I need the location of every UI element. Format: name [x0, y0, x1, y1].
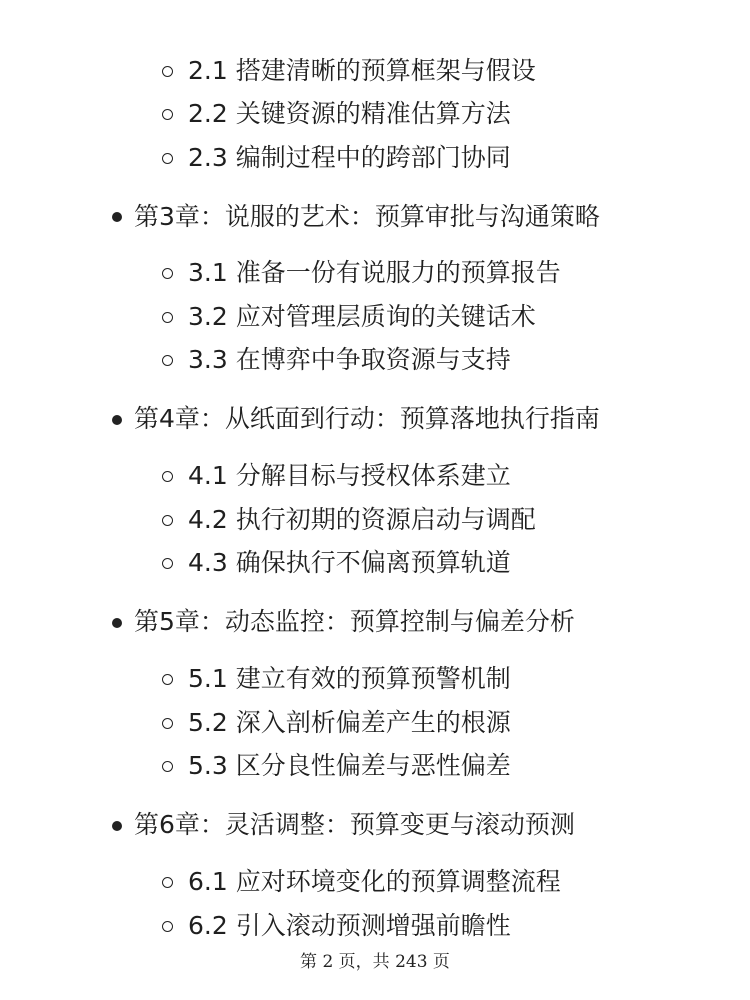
- toc-section-4-2: 4.2 执行初期的资源启动与调配: [188, 505, 536, 534]
- toc-section-2-3: 2.3 编制过程中的跨部门协同: [188, 143, 511, 172]
- hollow-bullet-icon: [162, 109, 173, 120]
- hollow-bullet-icon: [162, 268, 173, 279]
- page-number-footer: 第 2 页，共 243 页: [300, 952, 450, 972]
- filled-bullet-icon: [112, 415, 122, 425]
- filled-bullet-icon: [112, 618, 122, 628]
- hollow-bullet-icon: [162, 312, 173, 323]
- hollow-bullet-icon: [162, 877, 173, 888]
- hollow-bullet-icon: [162, 558, 173, 569]
- toc-section-3-1: 3.1 准备一份有说服力的预算报告: [188, 258, 561, 287]
- toc-section-3-3: 3.3 在博弈中争取资源与支持: [188, 345, 511, 374]
- toc-section-6-2: 6.2 引入滚动预测增强前瞻性: [188, 911, 511, 940]
- hollow-bullet-icon: [162, 66, 173, 77]
- toc-section-5-2: 5.2 深入剖析偏差产生的根源: [188, 708, 511, 737]
- hollow-bullet-icon: [162, 761, 173, 772]
- toc-chapter-6: 第6章：灵活调整：预算变更与滚动预测: [134, 810, 575, 839]
- toc-section-3-2: 3.2 应对管理层质询的关键话术: [188, 302, 536, 331]
- filled-bullet-icon: [112, 212, 122, 222]
- toc-section-2-1: 2.1 搭建清晰的预算框架与假设: [188, 56, 536, 85]
- toc-chapter-5: 第5章：动态监控：预算控制与偏差分析: [134, 607, 575, 636]
- toc-section-6-1: 6.1 应对环境变化的预算调整流程: [188, 867, 561, 896]
- hollow-bullet-icon: [162, 515, 173, 526]
- filled-bullet-icon: [112, 821, 122, 831]
- hollow-bullet-icon: [162, 471, 173, 482]
- toc-section-2-2: 2.2 关键资源的精准估算方法: [188, 99, 511, 128]
- toc-section-4-1: 4.1 分解目标与授权体系建立: [188, 461, 511, 490]
- toc-section-4-3: 4.3 确保执行不偏离预算轨道: [188, 548, 511, 577]
- hollow-bullet-icon: [162, 718, 173, 729]
- toc-chapter-3: 第3章：说服的艺术：预算审批与沟通策略: [134, 202, 600, 231]
- hollow-bullet-icon: [162, 674, 173, 685]
- toc-section-5-1: 5.1 建立有效的预算预警机制: [188, 664, 511, 693]
- hollow-bullet-icon: [162, 355, 173, 366]
- hollow-bullet-icon: [162, 153, 173, 164]
- toc-chapter-4: 第4章：从纸面到行动：预算落地执行指南: [134, 404, 600, 433]
- hollow-bullet-icon: [162, 921, 173, 932]
- toc-section-5-3: 5.3 区分良性偏差与恶性偏差: [188, 751, 511, 780]
